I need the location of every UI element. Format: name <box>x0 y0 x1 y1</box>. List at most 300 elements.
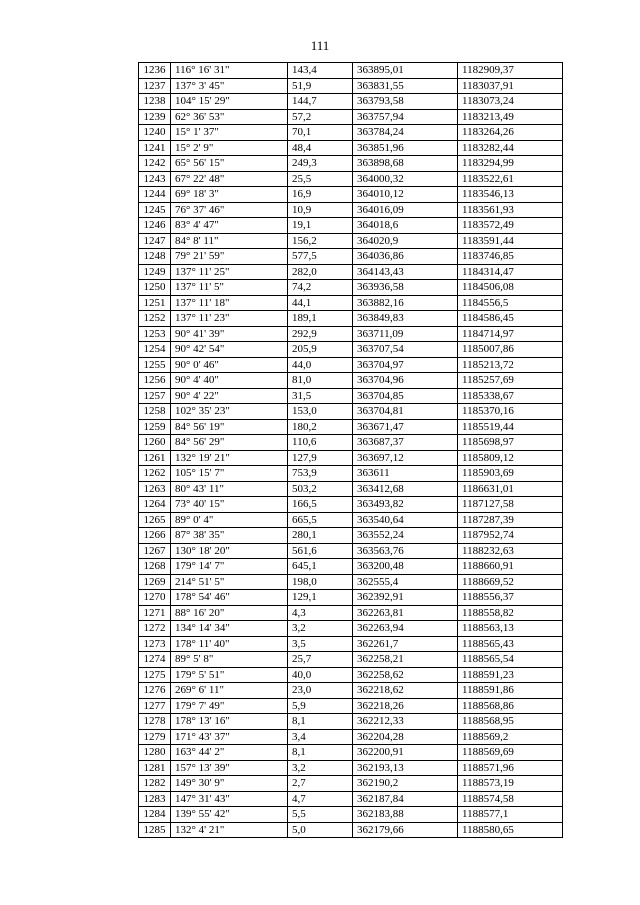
distance-cell: 4,7 <box>288 791 353 807</box>
point-number-cell: 1276 <box>139 683 171 699</box>
point-number-cell: 1247 <box>139 233 171 249</box>
distance-cell: 81,0 <box>288 373 353 389</box>
x-coordinate-cell: 364016,09 <box>353 202 458 218</box>
x-coordinate-cell: 362218,26 <box>353 698 458 714</box>
table-row <box>139 450 563 466</box>
table-row <box>139 512 563 528</box>
point-number-cell: 1267 <box>139 543 171 559</box>
bearing-cell: 147° 31' 43" <box>171 791 288 807</box>
coordinates-table-body <box>139 63 563 838</box>
distance-cell: 249,3 <box>288 156 353 172</box>
distance-cell: 8,1 <box>288 745 353 761</box>
table-row <box>139 590 563 606</box>
y-coordinate-cell: 1183546,13 <box>458 187 563 203</box>
distance-cell: 25,7 <box>288 652 353 668</box>
x-coordinate-cell: 363711,09 <box>353 326 458 342</box>
bearing-cell: 105° 15' 7" <box>171 466 288 482</box>
table-row <box>139 729 563 745</box>
x-coordinate-cell: 362190,2 <box>353 776 458 792</box>
distance-cell: 561,6 <box>288 543 353 559</box>
y-coordinate-cell: 1188591,86 <box>458 683 563 699</box>
point-number-cell: 1238 <box>139 94 171 110</box>
distance-cell: 40,0 <box>288 667 353 683</box>
point-number-cell: 1272 <box>139 621 171 637</box>
bearing-cell: 116° 16' 31" <box>171 63 288 79</box>
bearing-cell: 84° 56' 29" <box>171 435 288 451</box>
point-number-cell: 1239 <box>139 109 171 125</box>
table-row <box>139 63 563 79</box>
bearing-cell: 15° 1' 37" <box>171 125 288 141</box>
y-coordinate-cell: 1183213,49 <box>458 109 563 125</box>
distance-cell: 3,5 <box>288 636 353 652</box>
point-number-cell: 1274 <box>139 652 171 668</box>
table-row <box>139 342 563 358</box>
y-coordinate-cell: 1188558,82 <box>458 605 563 621</box>
distance-cell: 144,7 <box>288 94 353 110</box>
distance-cell: 153,0 <box>288 404 353 420</box>
x-coordinate-cell: 363704,81 <box>353 404 458 420</box>
y-coordinate-cell: 1188569,69 <box>458 745 563 761</box>
y-coordinate-cell: 1188563,13 <box>458 621 563 637</box>
table-row <box>139 776 563 792</box>
y-coordinate-cell: 1188574,58 <box>458 791 563 807</box>
distance-cell: 3,2 <box>288 621 353 637</box>
distance-cell: 5,0 <box>288 822 353 838</box>
bearing-cell: 179° 7' 49" <box>171 698 288 714</box>
point-number-cell: 1271 <box>139 605 171 621</box>
bearing-cell: 139° 55' 42" <box>171 807 288 823</box>
y-coordinate-cell: 1183264,26 <box>458 125 563 141</box>
y-coordinate-cell: 1183282,44 <box>458 140 563 156</box>
point-number-cell: 1241 <box>139 140 171 156</box>
y-coordinate-cell: 1188580,65 <box>458 822 563 838</box>
table-row <box>139 388 563 404</box>
distance-cell: 3,2 <box>288 760 353 776</box>
y-coordinate-cell: 1187287,39 <box>458 512 563 528</box>
bearing-cell: 171° 43' 37" <box>171 729 288 745</box>
point-number-cell: 1280 <box>139 745 171 761</box>
table-row <box>139 435 563 451</box>
x-coordinate-cell: 363757,94 <box>353 109 458 125</box>
bearing-cell: 84° 8' 11" <box>171 233 288 249</box>
table-row <box>139 125 563 141</box>
table-row <box>139 605 563 621</box>
table-row <box>139 156 563 172</box>
table-row <box>139 419 563 435</box>
point-number-cell: 1281 <box>139 760 171 776</box>
x-coordinate-cell: 362263,94 <box>353 621 458 637</box>
point-number-cell: 1277 <box>139 698 171 714</box>
table-row <box>139 171 563 187</box>
y-coordinate-cell: 1188556,37 <box>458 590 563 606</box>
distance-cell: 189,1 <box>288 311 353 327</box>
y-coordinate-cell: 1182909,37 <box>458 63 563 79</box>
distance-cell: 31,5 <box>288 388 353 404</box>
distance-cell: 8,1 <box>288 714 353 730</box>
bearing-cell: 90° 4' 40" <box>171 373 288 389</box>
y-coordinate-cell: 1188669,52 <box>458 574 563 590</box>
table-row <box>139 543 563 559</box>
x-coordinate-cell: 363552,24 <box>353 528 458 544</box>
point-number-cell: 1279 <box>139 729 171 745</box>
x-coordinate-cell: 363849,83 <box>353 311 458 327</box>
x-coordinate-cell: 363493,82 <box>353 497 458 513</box>
bearing-cell: 89° 0' 4" <box>171 512 288 528</box>
point-number-cell: 1236 <box>139 63 171 79</box>
y-coordinate-cell: 1183073,24 <box>458 94 563 110</box>
point-number-cell: 1284 <box>139 807 171 823</box>
bearing-cell: 79° 21' 59" <box>171 249 288 265</box>
point-number-cell: 1263 <box>139 481 171 497</box>
y-coordinate-cell: 1183522,61 <box>458 171 563 187</box>
table-row <box>139 745 563 761</box>
point-number-cell: 1264 <box>139 497 171 513</box>
y-coordinate-cell: 1188568,95 <box>458 714 563 730</box>
bearing-cell: 88° 16' 20" <box>171 605 288 621</box>
table-row <box>139 667 563 683</box>
y-coordinate-cell: 1185338,67 <box>458 388 563 404</box>
coordinates-table <box>138 62 563 838</box>
y-coordinate-cell: 1183746,85 <box>458 249 563 265</box>
bearing-cell: 62° 36' 53" <box>171 109 288 125</box>
distance-cell: 645,1 <box>288 559 353 575</box>
bearing-cell: 157° 13' 39" <box>171 760 288 776</box>
x-coordinate-cell: 362204,28 <box>353 729 458 745</box>
table-row <box>139 698 563 714</box>
y-coordinate-cell: 1185007,86 <box>458 342 563 358</box>
x-coordinate-cell: 363936,58 <box>353 280 458 296</box>
table-row <box>139 280 563 296</box>
y-coordinate-cell: 1183037,91 <box>458 78 563 94</box>
bearing-cell: 90° 41' 39" <box>171 326 288 342</box>
x-coordinate-cell: 363704,96 <box>353 373 458 389</box>
table-row <box>139 559 563 575</box>
distance-cell: 292,9 <box>288 326 353 342</box>
table-row <box>139 760 563 776</box>
distance-cell: 753,9 <box>288 466 353 482</box>
bearing-cell: 178° 54' 46" <box>171 590 288 606</box>
bearing-cell: 83° 4' 47" <box>171 218 288 234</box>
x-coordinate-cell: 364036,86 <box>353 249 458 265</box>
point-number-cell: 1254 <box>139 342 171 358</box>
point-number-cell: 1260 <box>139 435 171 451</box>
bearing-cell: 149° 30' 9" <box>171 776 288 792</box>
bearing-cell: 102° 35' 23" <box>171 404 288 420</box>
x-coordinate-cell: 364020,9 <box>353 233 458 249</box>
distance-cell: 156,2 <box>288 233 353 249</box>
y-coordinate-cell: 1185257,69 <box>458 373 563 389</box>
table-row <box>139 807 563 823</box>
distance-cell: 4,3 <box>288 605 353 621</box>
point-number-cell: 1266 <box>139 528 171 544</box>
distance-cell: 282,0 <box>288 264 353 280</box>
distance-cell: 5,9 <box>288 698 353 714</box>
distance-cell: 577,5 <box>288 249 353 265</box>
table-row <box>139 311 563 327</box>
y-coordinate-cell: 1185213,72 <box>458 357 563 373</box>
x-coordinate-cell: 363882,16 <box>353 295 458 311</box>
distance-cell: 198,0 <box>288 574 353 590</box>
bearing-cell: 137° 3' 45" <box>171 78 288 94</box>
x-coordinate-cell: 363687,37 <box>353 435 458 451</box>
x-coordinate-cell: 362179,66 <box>353 822 458 838</box>
distance-cell: 205,9 <box>288 342 353 358</box>
point-number-cell: 1253 <box>139 326 171 342</box>
y-coordinate-cell: 1188591,23 <box>458 667 563 683</box>
distance-cell: 48,4 <box>288 140 353 156</box>
point-number-cell: 1255 <box>139 357 171 373</box>
x-coordinate-cell: 363831,55 <box>353 78 458 94</box>
y-coordinate-cell: 1188577,1 <box>458 807 563 823</box>
table-row <box>139 636 563 652</box>
bearing-cell: 65° 56' 15" <box>171 156 288 172</box>
y-coordinate-cell: 1183572,49 <box>458 218 563 234</box>
bearing-cell: 137° 11' 25" <box>171 264 288 280</box>
bearing-cell: 132° 19' 21" <box>171 450 288 466</box>
x-coordinate-cell: 362392,91 <box>353 590 458 606</box>
bearing-cell: 137° 11' 18" <box>171 295 288 311</box>
x-coordinate-cell: 364143,43 <box>353 264 458 280</box>
bearing-cell: 90° 42' 54" <box>171 342 288 358</box>
y-coordinate-cell: 1188660,91 <box>458 559 563 575</box>
y-coordinate-cell: 1188569,2 <box>458 729 563 745</box>
point-number-cell: 1246 <box>139 218 171 234</box>
x-coordinate-cell: 363707,54 <box>353 342 458 358</box>
distance-cell: 51,9 <box>288 78 353 94</box>
distance-cell: 110,6 <box>288 435 353 451</box>
y-coordinate-cell: 1187127,58 <box>458 497 563 513</box>
x-coordinate-cell: 363412,68 <box>353 481 458 497</box>
point-number-cell: 1261 <box>139 450 171 466</box>
x-coordinate-cell: 363895,01 <box>353 63 458 79</box>
x-coordinate-cell: 362261,7 <box>353 636 458 652</box>
bearing-cell: 15° 2' 9" <box>171 140 288 156</box>
x-coordinate-cell: 362212,33 <box>353 714 458 730</box>
table-row <box>139 78 563 94</box>
bearing-cell: 134° 14' 34" <box>171 621 288 637</box>
x-coordinate-cell: 364000,32 <box>353 171 458 187</box>
table-row <box>139 528 563 544</box>
table-row <box>139 140 563 156</box>
x-coordinate-cell: 362218,62 <box>353 683 458 699</box>
y-coordinate-cell: 1184506,08 <box>458 280 563 296</box>
y-coordinate-cell: 1184586,45 <box>458 311 563 327</box>
y-coordinate-cell: 1185370,16 <box>458 404 563 420</box>
distance-cell: 166,5 <box>288 497 353 513</box>
y-coordinate-cell: 1185809,12 <box>458 450 563 466</box>
point-number-cell: 1257 <box>139 388 171 404</box>
point-number-cell: 1268 <box>139 559 171 575</box>
distance-cell: 280,1 <box>288 528 353 544</box>
y-coordinate-cell: 1185903,69 <box>458 466 563 482</box>
y-coordinate-cell: 1185519,44 <box>458 419 563 435</box>
point-number-cell: 1275 <box>139 667 171 683</box>
point-number-cell: 1285 <box>139 822 171 838</box>
distance-cell: 5,5 <box>288 807 353 823</box>
distance-cell: 74,2 <box>288 280 353 296</box>
x-coordinate-cell: 363563,76 <box>353 543 458 559</box>
distance-cell: 57,2 <box>288 109 353 125</box>
x-coordinate-cell: 363793,58 <box>353 94 458 110</box>
table-row <box>139 373 563 389</box>
point-number-cell: 1283 <box>139 791 171 807</box>
point-number-cell: 1256 <box>139 373 171 389</box>
x-coordinate-cell: 362193,13 <box>353 760 458 776</box>
x-coordinate-cell: 364018,6 <box>353 218 458 234</box>
point-number-cell: 1278 <box>139 714 171 730</box>
bearing-cell: 137° 11' 5" <box>171 280 288 296</box>
x-coordinate-cell: 362258,62 <box>353 667 458 683</box>
table-row <box>139 481 563 497</box>
x-coordinate-cell: 363898,68 <box>353 156 458 172</box>
y-coordinate-cell: 1183561,93 <box>458 202 563 218</box>
bearing-cell: 104° 15' 29" <box>171 94 288 110</box>
table-row <box>139 497 563 513</box>
table-row <box>139 791 563 807</box>
table-row <box>139 621 563 637</box>
x-coordinate-cell: 363697,12 <box>353 450 458 466</box>
bearing-cell: 214° 51' 5" <box>171 574 288 590</box>
bearing-cell: 76° 37' 46" <box>171 202 288 218</box>
point-number-cell: 1252 <box>139 311 171 327</box>
distance-cell: 70,1 <box>288 125 353 141</box>
table-row <box>139 218 563 234</box>
distance-cell: 25,5 <box>288 171 353 187</box>
distance-cell: 180,2 <box>288 419 353 435</box>
table-row <box>139 326 563 342</box>
distance-cell: 44,0 <box>288 357 353 373</box>
table-row <box>139 683 563 699</box>
bearing-cell: 90° 4' 22" <box>171 388 288 404</box>
x-coordinate-cell: 363611 <box>353 466 458 482</box>
x-coordinate-cell: 362183,88 <box>353 807 458 823</box>
point-number-cell: 1282 <box>139 776 171 792</box>
point-number-cell: 1270 <box>139 590 171 606</box>
point-number-cell: 1249 <box>139 264 171 280</box>
table-row <box>139 94 563 110</box>
bearing-cell: 89° 5' 8" <box>171 652 288 668</box>
y-coordinate-cell: 1184314,47 <box>458 264 563 280</box>
x-coordinate-cell: 363540,64 <box>353 512 458 528</box>
table-row <box>139 466 563 482</box>
x-coordinate-cell: 362555,4 <box>353 574 458 590</box>
distance-cell: 129,1 <box>288 590 353 606</box>
bearing-cell: 137° 11' 23" <box>171 311 288 327</box>
y-coordinate-cell: 1186631,01 <box>458 481 563 497</box>
bearing-cell: 67° 22' 48" <box>171 171 288 187</box>
point-number-cell: 1265 <box>139 512 171 528</box>
y-coordinate-cell: 1188568,86 <box>458 698 563 714</box>
x-coordinate-cell: 363704,85 <box>353 388 458 404</box>
x-coordinate-cell: 363704,97 <box>353 357 458 373</box>
bearing-cell: 90° 0' 46" <box>171 357 288 373</box>
point-number-cell: 1258 <box>139 404 171 420</box>
point-number-cell: 1244 <box>139 187 171 203</box>
distance-cell: 44,1 <box>288 295 353 311</box>
x-coordinate-cell: 364010,12 <box>353 187 458 203</box>
point-number-cell: 1250 <box>139 280 171 296</box>
table-row <box>139 233 563 249</box>
table-row <box>139 249 563 265</box>
page-number: 111 <box>310 38 330 53</box>
distance-cell: 127,9 <box>288 450 353 466</box>
bearing-cell: 163° 44' 2" <box>171 745 288 761</box>
point-number-cell: 1248 <box>139 249 171 265</box>
table-row <box>139 574 563 590</box>
y-coordinate-cell: 1188571,96 <box>458 760 563 776</box>
table-row <box>139 714 563 730</box>
y-coordinate-cell: 1187952,74 <box>458 528 563 544</box>
y-coordinate-cell: 1188565,43 <box>458 636 563 652</box>
x-coordinate-cell: 363851,96 <box>353 140 458 156</box>
table-row <box>139 822 563 838</box>
x-coordinate-cell: 362187,84 <box>353 791 458 807</box>
x-coordinate-cell: 362258,21 <box>353 652 458 668</box>
x-coordinate-cell: 363784,24 <box>353 125 458 141</box>
table-row <box>139 357 563 373</box>
table-row <box>139 187 563 203</box>
point-number-cell: 1262 <box>139 466 171 482</box>
table-row <box>139 202 563 218</box>
bearing-cell: 132° 4' 21" <box>171 822 288 838</box>
point-number-cell: 1245 <box>139 202 171 218</box>
x-coordinate-cell: 363671,47 <box>353 419 458 435</box>
y-coordinate-cell: 1183591,44 <box>458 233 563 249</box>
y-coordinate-cell: 1185698,97 <box>458 435 563 451</box>
table-row <box>139 404 563 420</box>
bearing-cell: 269° 6' 11" <box>171 683 288 699</box>
distance-cell: 19,1 <box>288 218 353 234</box>
distance-cell: 10,9 <box>288 202 353 218</box>
point-number-cell: 1269 <box>139 574 171 590</box>
distance-cell: 2,7 <box>288 776 353 792</box>
distance-cell: 16,9 <box>288 187 353 203</box>
point-number-cell: 1240 <box>139 125 171 141</box>
bearing-cell: 73° 40' 15" <box>171 497 288 513</box>
table-row <box>139 652 563 668</box>
bearing-cell: 69° 18' 3" <box>171 187 288 203</box>
point-number-cell: 1251 <box>139 295 171 311</box>
x-coordinate-cell: 362200,91 <box>353 745 458 761</box>
distance-cell: 503,2 <box>288 481 353 497</box>
y-coordinate-cell: 1184714,97 <box>458 326 563 342</box>
distance-cell: 665,5 <box>288 512 353 528</box>
y-coordinate-cell: 1184556,5 <box>458 295 563 311</box>
distance-cell: 3,4 <box>288 729 353 745</box>
point-number-cell: 1237 <box>139 78 171 94</box>
bearing-cell: 87° 38' 35" <box>171 528 288 544</box>
table-row <box>139 264 563 280</box>
point-number-cell: 1259 <box>139 419 171 435</box>
point-number-cell: 1243 <box>139 171 171 187</box>
distance-cell: 143,4 <box>288 63 353 79</box>
y-coordinate-cell: 1188565,54 <box>458 652 563 668</box>
y-coordinate-cell: 1183294,99 <box>458 156 563 172</box>
y-coordinate-cell: 1188232,63 <box>458 543 563 559</box>
bearing-cell: 179° 14' 7" <box>171 559 288 575</box>
point-number-cell: 1273 <box>139 636 171 652</box>
distance-cell: 23,0 <box>288 683 353 699</box>
bearing-cell: 84° 56' 19" <box>171 419 288 435</box>
x-coordinate-cell: 363200,48 <box>353 559 458 575</box>
bearing-cell: 130° 18' 20" <box>171 543 288 559</box>
bearing-cell: 179° 5' 51" <box>171 667 288 683</box>
point-number-cell: 1242 <box>139 156 171 172</box>
bearing-cell: 80° 43' 11" <box>171 481 288 497</box>
bearing-cell: 178° 11' 40" <box>171 636 288 652</box>
table-row <box>139 109 563 125</box>
bearing-cell: 178° 13' 16" <box>171 714 288 730</box>
